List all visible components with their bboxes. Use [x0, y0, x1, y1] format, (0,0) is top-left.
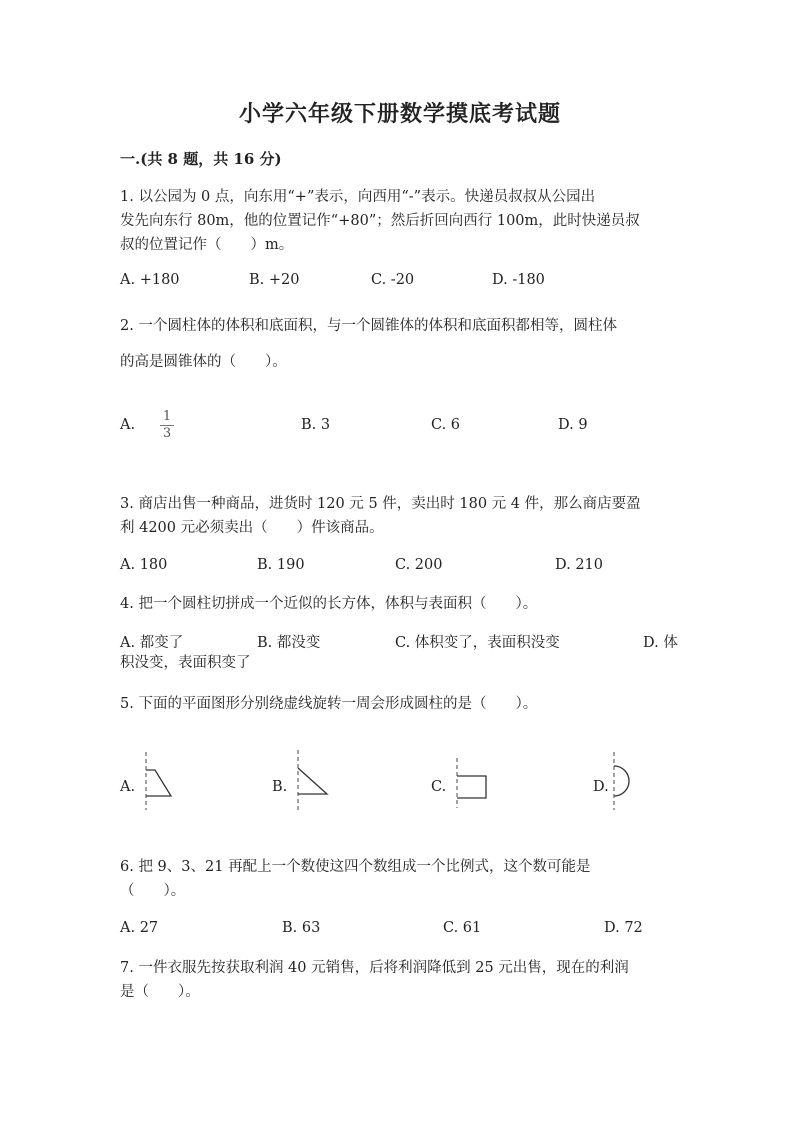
question-7-line-1: 7. 一件衣服先按获取利润 40 元销售，后将利润降低到 25 元出售，现在的利润: [120, 960, 629, 976]
q5-option-a[interactable]: A.: [120, 779, 136, 795]
question-1-line-2: 发先向东行 80m，他的位置记作“+80”；然后折回向西行 100m，此时快递员叔: [120, 213, 640, 229]
q4-option-d-continuation: 积没变，表面积变了: [120, 655, 251, 671]
q3-option-c[interactable]: C. 200: [395, 557, 443, 573]
q1-option-b[interactable]: B. +20: [249, 272, 300, 288]
question-5-line-1: 5. 下面的平面图形分别绕虚线旋转一周会形成圆柱的是（ ）。: [120, 696, 538, 712]
q6-option-d[interactable]: D. 72: [604, 920, 643, 936]
question-5: [120, 692, 690, 716]
q2-option-d[interactable]: D. 9: [558, 417, 588, 433]
question-3-line-1: 3. 商店出售一种商品，进货时 120 元 5 件，卖出时 180 元 4 件，那么商店要盈: [120, 496, 641, 512]
q2-option-a[interactable]: A.: [120, 417, 136, 433]
trapezoid-figure: [138, 752, 178, 810]
question-1-line-3: 叔的位置记作（ ）m。: [120, 237, 294, 253]
section-heading: 一.(共 8 题，共 16 分): [120, 150, 282, 168]
q4-option-d[interactable]: D. 体: [643, 635, 678, 651]
question-3-line-2: 利 4200 元必须卖出（ ）件该商品。: [120, 520, 384, 536]
question-6-line-1: 6. 把 9、3、21 再配上一个数使这四个数组成一个比例式，这个数可能是: [120, 859, 591, 875]
q4-option-c[interactable]: C. 体积变了，表面积没变: [395, 635, 560, 651]
q1-option-a[interactable]: A. +180: [120, 272, 180, 288]
q2-option-a-fraction: [160, 410, 174, 441]
q3-option-b[interactable]: B. 190: [257, 557, 305, 573]
q6-option-b[interactable]: B. 63: [282, 920, 321, 936]
question-4: [120, 592, 690, 616]
question-6: [120, 855, 690, 903]
question-6-line-2: （ ）。: [120, 883, 186, 899]
q3-option-a[interactable]: A. 180: [120, 557, 168, 573]
q5-option-d[interactable]: D.: [593, 779, 609, 795]
question-4-line-1: 4. 把一个圆柱切拼成一个近似的长方体，体积与表面积（ ）。: [120, 596, 538, 612]
question-3: [120, 492, 690, 540]
question-7: [120, 956, 690, 1004]
q6-option-c[interactable]: C. 61: [443, 920, 482, 936]
fraction-numerator: 1: [162, 409, 172, 424]
semicircle-figure: [606, 752, 642, 810]
question-7-line-2: 是（ ）。: [120, 984, 200, 1000]
rectangle-figure: [450, 758, 492, 808]
fraction-denominator: 3: [162, 426, 172, 441]
q2-option-c[interactable]: C. 6: [431, 417, 461, 433]
q6-option-a[interactable]: A. 27: [120, 920, 159, 936]
q5-option-c[interactable]: C.: [431, 779, 447, 795]
q4-option-b[interactable]: B. 都没变: [257, 635, 321, 651]
q1-option-c[interactable]: C. -20: [371, 272, 415, 288]
q5-option-b[interactable]: B.: [272, 779, 288, 795]
q2-option-b[interactable]: B. 3: [301, 417, 331, 433]
question-1-line-1: 1. 以公园为 0 点，向东用“+”表示，向西用“-”表示。快递员叔叔从公园出: [120, 189, 596, 205]
question-2-line-2: 的高是圆锥体的（ ）。: [120, 354, 287, 370]
q3-option-d[interactable]: D. 210: [555, 557, 604, 573]
question-1: [120, 185, 690, 257]
right-triangle-figure: [290, 750, 332, 810]
q1-option-d[interactable]: D. -180: [492, 272, 545, 288]
question-2-line-1: 2. 一个圆柱体的体积和底面积，与一个圆锥体的体积和底面积都相等，圆柱体: [120, 318, 617, 334]
page-title: 小学六年级下册数学摸底考试题: [238, 101, 561, 127]
question-2: [120, 308, 690, 380]
q4-option-a[interactable]: A. 都变了: [120, 635, 184, 651]
